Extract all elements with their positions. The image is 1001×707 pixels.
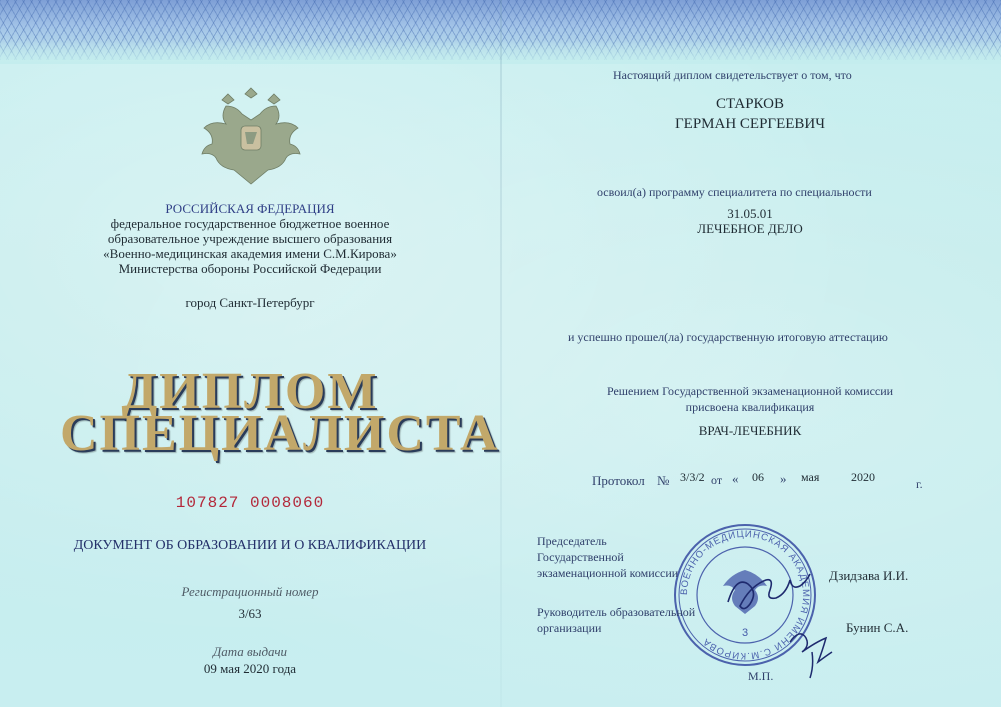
issue-date: 09 мая 2020 года <box>203 661 297 676</box>
chair-title-line-3: экзаменационной комиссии <box>537 566 679 580</box>
title-line-1: ДИПЛОМ <box>121 363 379 420</box>
chair-title-line-1: Председатель <box>537 534 607 548</box>
certifies-text: Настоящий диплом свидетельствует о том, что <box>613 68 852 82</box>
city: город Санкт-Петербург <box>185 295 315 310</box>
qualification: ВРАЧ-ЛЕЧЕБНИК <box>698 423 802 438</box>
head-title-line-2: организации <box>537 621 602 635</box>
institution-line-3: «Военно-медицинская академия имени С.М.Кирова» <box>103 246 397 261</box>
year-suffix: г. <box>916 477 923 491</box>
chair-title-line-2: Государственной <box>537 550 624 564</box>
institution-line-2: образовательное учреждение высшего образования <box>107 231 393 246</box>
title-line-2: СПЕЦИАЛИСТА <box>60 405 500 462</box>
handwritten-signature-icon <box>784 612 844 682</box>
protocol-number-sign: № <box>657 473 670 488</box>
program-mastered-text: освоил(а) программу специалитета по специальности <box>597 185 872 199</box>
protocol-day: 06 <box>752 470 764 484</box>
protocol-from-label: от <box>711 473 723 487</box>
attestation-text: и успешно прошел(ла) государственную итоговую аттестацию <box>568 330 888 344</box>
document-type: ДОКУМЕНТ ОБ ОБРАЗОВАНИИ И О КВАЛИФИКАЦИИ <box>73 538 427 553</box>
decision-line-1: Решением Государственной экзаменационной комиссии <box>606 384 894 398</box>
open-quote: « <box>732 471 739 486</box>
graduate-given-names: ГЕРМАН СЕРГЕЕВИЧ <box>674 116 826 132</box>
seal-place-label: М.П. <box>748 669 774 683</box>
institution-line-1: федеральное государственное бюджетное военное <box>110 216 390 231</box>
specialty-code: 31.05.01 <box>727 206 773 221</box>
chair-name: Дзидзава И.И. <box>829 568 909 583</box>
protocol-number: 3/3/2 <box>680 470 705 484</box>
specialty-name: ЛЕЧЕБНОЕ ДЕЛО <box>697 221 803 236</box>
seal-number: 3 <box>741 627 749 639</box>
head-name: Бунин С.А. <box>846 620 909 635</box>
protocol-label: Протокол <box>592 473 645 488</box>
seal-text: ВОЕННО-МЕДИЦИНСКАЯ АКАДЕМИЯ ИМЕНИ С.М.КИРОВА <box>678 528 812 662</box>
registration-label: Регистрационный номер <box>181 584 319 599</box>
decision-line-2: присвоена квалификация <box>685 400 815 414</box>
center-fold <box>500 0 502 707</box>
country-name: РОССИЙСКАЯ ФЕДЕРАЦИЯ <box>165 201 335 216</box>
graduate-surname: СТАРКОВ <box>715 96 785 112</box>
serial-number: 107827 0008060 <box>175 494 325 512</box>
double-headed-eagle-icon <box>198 80 304 192</box>
institution-line-4: Министерства обороны Российской Федерации <box>118 261 382 276</box>
head-title-line-1: Руководитель образовательной <box>537 605 696 619</box>
close-quote: » <box>780 471 787 486</box>
protocol-year: 2020 <box>851 470 875 484</box>
issue-date-label: Дата выдачи <box>212 644 288 659</box>
protocol-month: мая <box>801 470 820 484</box>
registration-number: 3/63 <box>238 606 262 621</box>
